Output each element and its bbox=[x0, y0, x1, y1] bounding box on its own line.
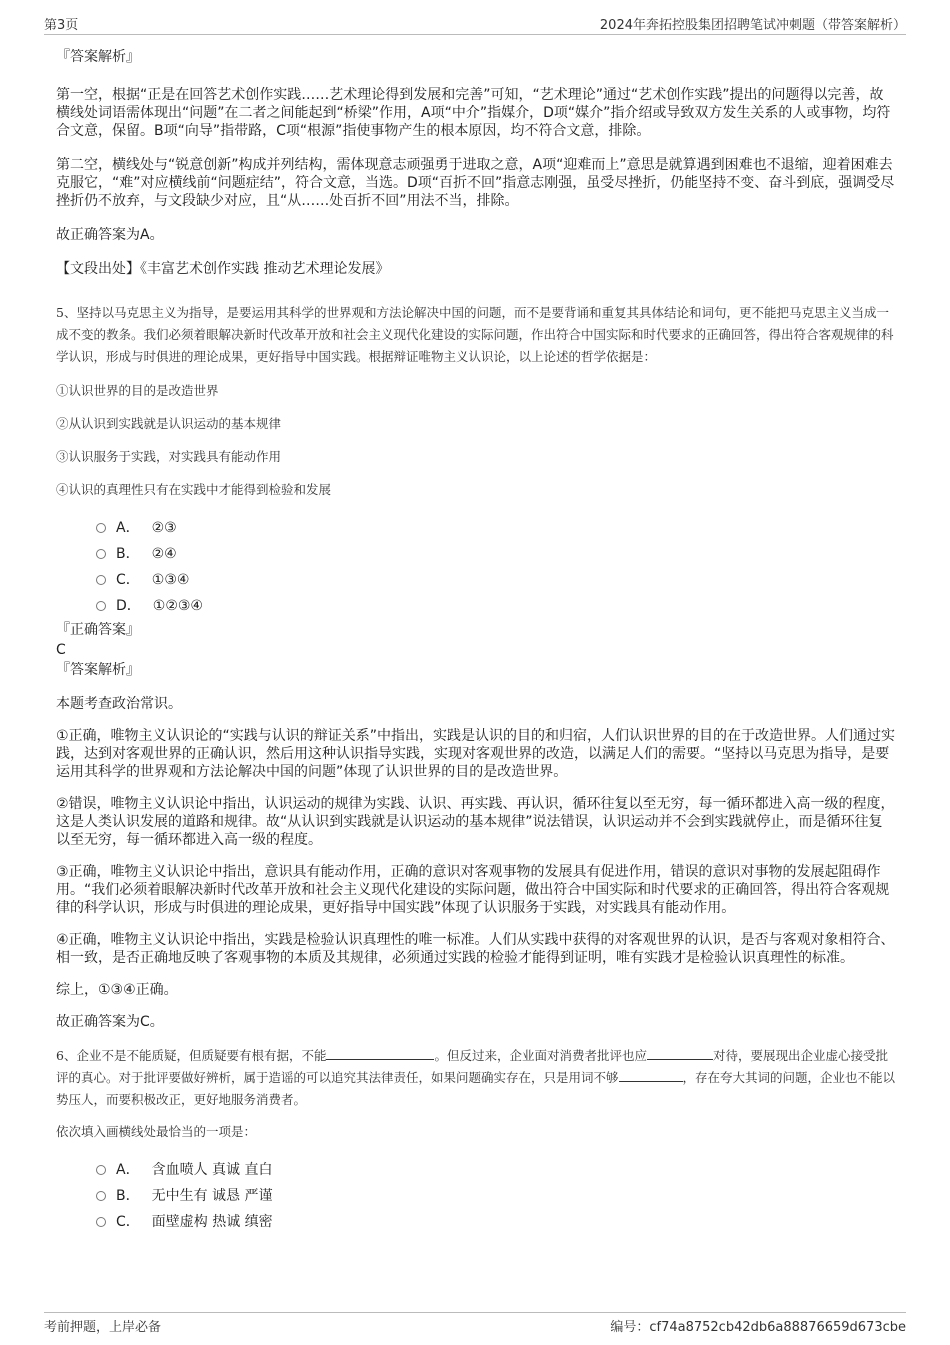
radio-icon[interactable] bbox=[96, 601, 106, 611]
question-stem: 5、坚持以马克思主义为指导，是要运用其科学的世界观和方法论解决中国的问题，而不是要背诵和重复其具体结论和词句，更不能把马克思主义当成一成不变的教条。我们必须着眼解决新时代改革开放和社会主义现代化建设的实际问题，作出符合中国实际和时代要求的正确回答，得出符合客观规律的科学认识，形成与时俱进的理论成果，更好指导中国实践。根据辩证唯物主义认识论，以上论述的哲学依据是： bbox=[56, 305, 894, 364]
question-stem: 6、企业不是不能质疑，但质疑要有根有据，不能 。但反过来，企业面对消费者批评也应 对待，要展现出企业虚心接受批评的真心。对于批评要做好辨析，属于造谣的可以追究其法律责任，如果问题确实存在，只是用词不够 ，存在夸大其词的问题，企业也不能以势压人，而要积极改正，更好地服务消费者。 bbox=[56, 1048, 896, 1107]
radio-icon[interactable] bbox=[96, 575, 106, 585]
radio-icon[interactable] bbox=[96, 1165, 106, 1175]
page-header bbox=[44, 12, 906, 35]
radio-icon[interactable] bbox=[96, 1217, 106, 1227]
answer-conclusion: 故正确答案为A。 bbox=[56, 227, 164, 243]
option-list bbox=[56, 515, 896, 619]
analysis-paragraph: 第二空，横线处与“锐意创新”构成并列结构，需体现意志顽强勇于进取之意，A项“迎难而上”意思是就算遇到困难也不退缩，迎着困难去克服它，“难”对应横线前“问题症结”，符合文意，当选。D项“百折不回”指意志刚强，虽受尽挫折，仍能坚持不变、奋斗到底，强调受尽挫折仍不放弃，与文段缺少对应，且“从……处百折不回”用法不当，排除。 bbox=[56, 157, 895, 209]
fill-blank bbox=[326, 1047, 434, 1060]
analysis-paragraph: 第一空，根据“正是在回答艺术创作实践……艺术理论得到发展和完善”可知，“艺术理论”通过“艺术创作实践”提出的问题得以完善，故横线处词语需体现出“问题”在二者之间能起到“桥梁”作用，A项“中介”指媒介，D项“媒介”指介绍或导致双方发生关系的人或事物，均符合文意，保留。B项“向导”指带路，C项“根源”指使事物产生的根本原因，均不符合文意，排除。 bbox=[56, 87, 891, 139]
page-content bbox=[56, 40, 896, 1235]
document-id: 编号：cf74a8752cb42db6a88876659d673cbe bbox=[610, 1320, 906, 1335]
analysis-paragraph: ④正确，唯物主义认识论中指出，实践是检验认识真理性的唯一标准。人们从实践中获得的对客观世界的认识，是否与客观对象相符合、相一致，是否正确地反映了客观事物的本质及其规律，必须通过实践的检验才能得到证明，唯有实践才是检验认识真理性的标准。 bbox=[56, 932, 895, 966]
radio-icon[interactable] bbox=[96, 1191, 106, 1201]
option-list bbox=[56, 1157, 896, 1235]
answer-conclusion: 故正确答案为C。 bbox=[56, 1014, 164, 1030]
option-a[interactable]: A． ②③ bbox=[56, 515, 896, 541]
analysis-paragraph: ②错误，唯物主义认识论中指出，认识运动的规律为实践、认识、再实践、再认识，循环往复以至无穷，每一循环都进入高一级的程度，这是人类认识发展的道路和规律。故“从认识到实践就是认识运动的基本规律”说法错误，认识运动并不会到实践就停止，而是循环往复以至无穷，每一循环都进入高一级的程度。 bbox=[56, 796, 895, 848]
fill-blank bbox=[619, 1069, 683, 1082]
option-b[interactable]: B． ②④ bbox=[56, 541, 896, 567]
analysis-paragraph: ③正确，唯物主义认识论中指出，意识具有能动作用，正确的意识对客观事物的发展具有促进作用，错误的意识对事物的发展起阻碍作用。“我们必须着眼解决新时代改革开放和社会主义现代化建设的实际问题，做出符合中国实际和时代要求的正确回答，得出符合客观规律的科学认识，形成与时俱进的理论成果，更好指导中国实践”体现了认识服务于实践，对实践具有能动作用。 bbox=[56, 864, 890, 916]
analysis-paragraph: ①正确，唯物主义认识论的“实践与认识的辩证关系”中指出，实践是认识的目的和归宿，人们认识世界的目的在于改造世界。人们通过实践，达到对客观世界的正确认识，然后用这种认识指导实践，实现对客观世界的改造，以满足人们的需要。“坚持以马克思为指导，是要运用其科学的世界观和方法论解决中国的问题”体现了认识世界的目的是改造世界。 bbox=[56, 728, 896, 780]
footer-slogan: 考前押题，上岸必备 bbox=[44, 1320, 162, 1335]
question-5 bbox=[56, 302, 896, 1031]
analysis-label: 『答案解析』 bbox=[56, 662, 140, 678]
option-d[interactable]: D． ①②③④ bbox=[56, 593, 896, 619]
correct-answer-label: 『正确答案』 bbox=[56, 622, 140, 638]
analysis-paragraph: 综上，①③④正确。 bbox=[56, 982, 178, 998]
statement-item: ①认识世界的目的是改造世界 bbox=[56, 383, 219, 398]
radio-icon[interactable] bbox=[96, 523, 106, 533]
statement-item: ③认识服务于实践，对实践具有能动作用 bbox=[56, 449, 282, 464]
source-citation: 【文段出处】《丰富艺术创作实践 推动艺术理论发展》 bbox=[56, 261, 390, 277]
page-number: 第3页 bbox=[44, 18, 79, 33]
question-6 bbox=[56, 1045, 896, 1235]
fill-blank bbox=[647, 1047, 713, 1060]
statement-item: ②从认识到实践就是认识运动的基本规律 bbox=[56, 416, 282, 431]
q4-analysis-section bbox=[56, 48, 896, 278]
question-prompt: 依次填入画横线处最恰当的一项是： bbox=[56, 1124, 257, 1139]
statement-item: ④认识的真理性只有在实践中才能得到检验和发展 bbox=[56, 482, 332, 497]
option-c[interactable]: C． ①③④ bbox=[56, 567, 896, 593]
page-footer bbox=[44, 1312, 906, 1335]
correct-answer: C bbox=[56, 642, 66, 658]
option-b[interactable]: B． 无中生有 诚恳 严谨 bbox=[56, 1183, 896, 1209]
analysis-label: 『答案解析』 bbox=[56, 49, 140, 65]
option-a[interactable]: A． 含血喷人 真诚 直白 bbox=[56, 1157, 896, 1183]
option-c[interactable]: C． 面壁虚构 热诚 缜密 bbox=[56, 1209, 896, 1235]
document-title: 2024年奔拓控股集团招聘笔试冲刺题（带答案解析） bbox=[599, 18, 906, 33]
analysis-paragraph: 本题考查政治常识。 bbox=[56, 696, 182, 712]
radio-icon[interactable] bbox=[96, 549, 106, 559]
